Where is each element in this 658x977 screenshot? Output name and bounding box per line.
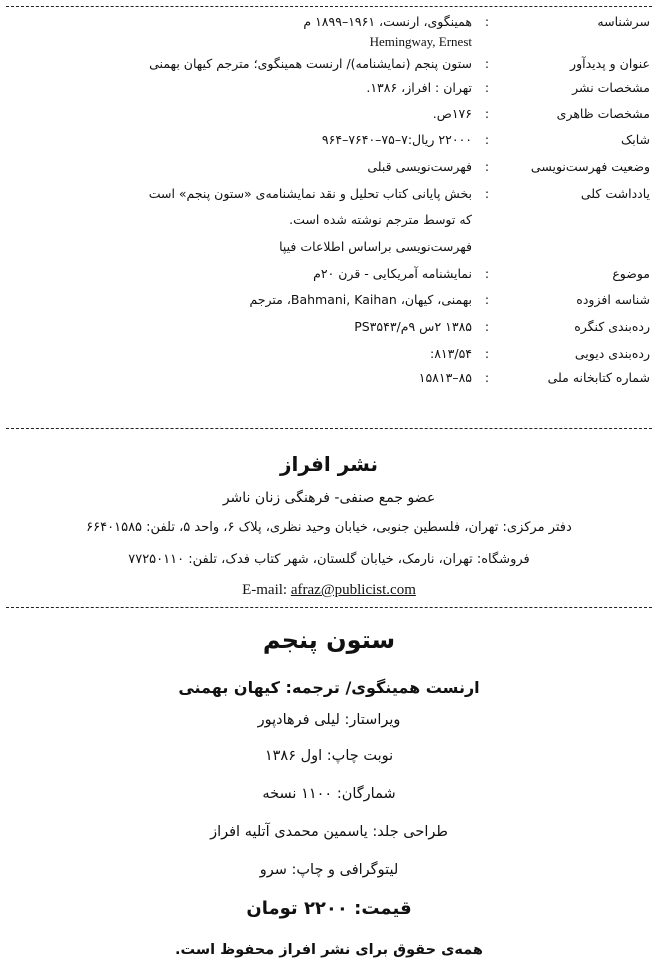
catalog-value: همینگوی، ارنست، ۱۹۶۱–۱۸۹۹ م [303, 14, 472, 29]
catalog-value: ۱۷۶ص. [432, 106, 472, 121]
catalog-value: ۸۵–۱۵۸۱۳ [418, 370, 472, 385]
colon-separator: : [484, 56, 490, 71]
catalog-value: ستون پنجم (نمایشنامه)/ ارنست همینگوی؛ مترجم کیهان بهمنی [149, 56, 472, 71]
catalog-row-note [8, 186, 650, 208]
catalog-label: شماره کتابخانه ملی [547, 370, 650, 385]
colon-separator: : [484, 159, 490, 174]
catalog-row-note-cont [8, 212, 650, 234]
catalog-row-isbn [8, 132, 650, 154]
catalog-value: ۸۱۳/۵۴: [430, 346, 472, 361]
catalog-row-heading-latin [8, 34, 650, 56]
book-price: قیمت: ۲۲۰۰ تومان [246, 898, 412, 919]
catalog-label: رده‌بندی کنگره [574, 319, 650, 334]
catalog-row-status [8, 159, 650, 181]
top-divider [6, 6, 652, 7]
colon-separator: : [484, 106, 490, 121]
catalog-value: نمایشنامه آمریکایی - قرن ۲۰م [313, 266, 472, 281]
catalog-label: یادداشت کلی [580, 186, 650, 201]
colon-separator: : [484, 319, 490, 334]
book-cover-design: طراحی جلد: یاسمین محمدی آتلیه افراز [210, 824, 448, 840]
email-link[interactable]: afraz@publicist.com [290, 582, 416, 598]
catalog-row-physical [8, 106, 650, 128]
colon-separator: : [484, 370, 490, 385]
catalog-label: شابک [621, 132, 650, 147]
colon-separator: : [484, 14, 490, 29]
catalog-row-publication [8, 80, 650, 102]
catalog-value: بهمنی، کیهان، Bahmani, Kaihan، مترجم [249, 292, 472, 307]
catalog-row-subject [8, 266, 650, 288]
copyright-notice: همه‌ی حقوق برای نشر افراز محفوظ است. [175, 942, 483, 958]
publisher-email-line [0, 582, 658, 599]
catalog-row-title [8, 56, 650, 78]
book-edition: نوبت چاپ: اول ۱۳۸۶ [264, 748, 394, 764]
colon-separator: : [484, 80, 490, 95]
book-editor: ویراستار: لیلی فرهادپور [257, 712, 401, 728]
catalog-label: رده‌بندی دیویی [574, 346, 650, 361]
catalog-value: فهرست‌نویسی براساس اطلاعات فیپا [279, 239, 472, 254]
publisher-store-address: فروشگاه: تهران، نارمک، خیابان گلستان، شهر کتاب فدک، تلفن: ۷۷۲۵۰۱۱۰ [128, 552, 530, 567]
colon-separator: : [484, 292, 490, 307]
catalog-label: موضوع [612, 266, 650, 281]
book-copies: شمارگان: ۱۱۰۰ نسخه [262, 786, 396, 802]
book-author-translator: ارنست همینگوی/ ترجمه: کیهان بهمنی [178, 678, 480, 697]
catalog-value: ۱۳۸۵ ۲س ۹م/PS۳۵۴۳ [354, 319, 472, 334]
colon-separator: : [484, 132, 490, 147]
colon-separator: : [484, 346, 490, 361]
catalog-value: ۲۲۰۰۰ ریال:۷–۷۵–۷۶۴۰–۹۶۴ [321, 132, 472, 147]
colon-separator: : [484, 186, 490, 201]
catalog-row-heading [8, 14, 650, 36]
catalog-value: فهرست‌نویسی قبلی [367, 159, 472, 174]
book-title: ستون پنجم [262, 626, 396, 654]
divider-after-publisher [6, 607, 652, 608]
divider-after-catalog [6, 428, 652, 429]
catalog-label: مشخصات ظاهری [556, 106, 650, 121]
publisher-name: نشر افراز [279, 452, 379, 476]
colon-separator: : [484, 266, 490, 281]
publisher-office-address: دفتر مرکزی: تهران، فلسطین جنوبی، خیابان وحید نظری، پلاک ۶، واحد ۵، تلفن: ۶۶۴۰۱۵۸۵ [86, 520, 572, 535]
catalog-row-added-entry [8, 292, 650, 314]
catalog-value: که توسط مترجم نوشته شده است. [289, 212, 472, 227]
catalog-label: عنوان و پدیدآور [570, 56, 650, 71]
catalog-row-lc-class [8, 319, 650, 341]
catalog-row-fipa [8, 239, 650, 261]
book-printing: لیتوگرافی و چاپ: سرو [259, 862, 399, 878]
catalog-label: مشخصات نشر [572, 80, 650, 95]
publisher-membership: عضو جمع صنفی- فرهنگی زنان ناشر [222, 490, 436, 506]
catalog-row-national-library [8, 370, 650, 392]
catalog-value: تهران : افراز، ۱۳۸۶. [366, 80, 472, 95]
email-label: E-mail: [242, 582, 288, 598]
catalog-value: بخش پایانی کتاب تحلیل و نقد نمایشنامه‌ی «ستون پنجم» است [148, 186, 472, 201]
catalog-label: سرشناسه [597, 14, 650, 29]
catalog-label: شناسه افزوده [576, 292, 650, 307]
catalog-label: وضعیت فهرست‌نویسی [530, 159, 650, 174]
catalog-value-latin: Hemingway, Ernest [369, 34, 472, 49]
catalog-row-dewey [8, 346, 650, 368]
